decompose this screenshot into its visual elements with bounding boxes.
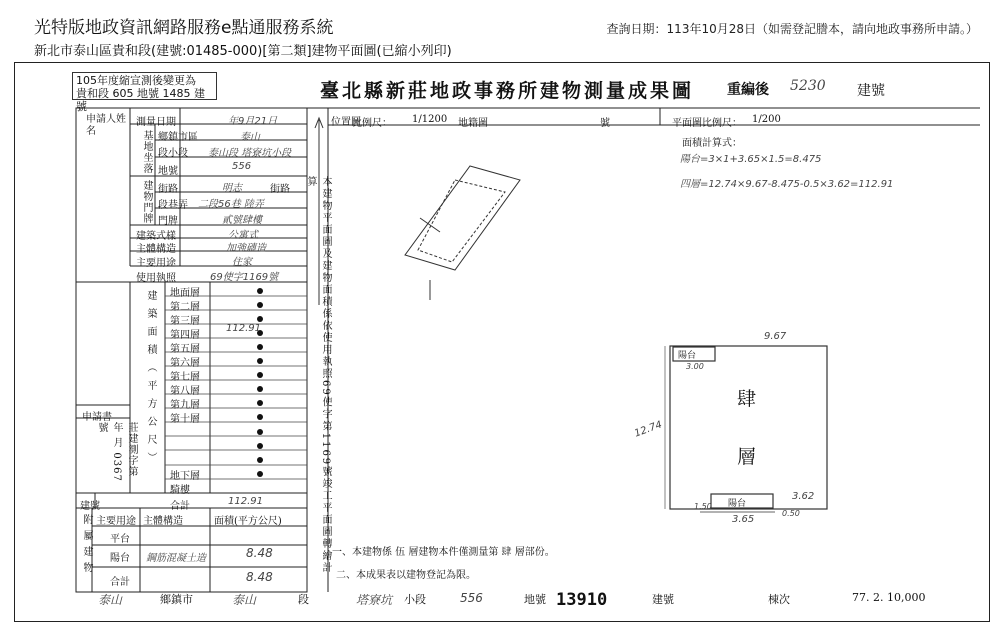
- footer-section-label: 段: [298, 593, 309, 606]
- floor-label: 第七層: [170, 372, 200, 384]
- floor-label: 第六層: [170, 358, 200, 370]
- lane-value: 二段56巷 陸弄: [198, 199, 264, 210]
- main-structure-label: 主體構造: [136, 244, 176, 255]
- survey-no: 莊建測字第 年 月 0367號: [96, 422, 137, 482]
- system-title: 光特版地政資訊網路服務e點通服務系統: [34, 18, 334, 38]
- document-subtitle: 新北市泰山區貴和段(建號:01485-000)[第二類]建物平面圖(已縮小列印): [34, 44, 452, 59]
- footer-batch-label: 棟次: [768, 593, 790, 606]
- position-label: 位置圖: [331, 117, 361, 128]
- section-value: 泰山段 塔寮坑小段: [208, 148, 292, 159]
- floor-dot: [257, 443, 263, 449]
- land-value: 556: [232, 161, 252, 172]
- section-label: 段小段: [158, 148, 188, 159]
- dim-small-2: 1.50: [694, 502, 712, 511]
- street-label: 街路: [158, 184, 178, 195]
- floor-dot: [257, 429, 263, 435]
- lane-label: 段巷弄: [158, 200, 188, 211]
- note-2: 二、本成果表以建物登記為限。: [336, 570, 476, 581]
- annex-balcony-struct: 鋼筋混凝土造: [146, 553, 206, 564]
- location-label: 基地坐落: [141, 130, 152, 174]
- total-label: 合計: [170, 501, 190, 512]
- floor-label: 第三層: [170, 316, 200, 328]
- stamp-line1: 105年度縮宣測後變更為: [76, 74, 196, 87]
- structure-type-value: 公寓式: [228, 230, 258, 241]
- town-value: 泰山: [240, 132, 260, 143]
- stamp-line2: 貴和段 605 地號 1485 建號: [76, 87, 205, 113]
- floor-label: 第九層: [170, 400, 200, 412]
- floor-label: 第八層: [170, 386, 200, 398]
- survey-date-value: 年9月21日: [228, 116, 278, 127]
- floor-label: 地面層: [170, 288, 200, 299]
- footer-subsection-label: 小段: [404, 593, 426, 606]
- annex-total: 8.48: [246, 570, 273, 584]
- floor-label: 第五層: [170, 344, 200, 356]
- door-label: 建物門牌: [141, 180, 152, 224]
- floor-label: 地下層: [170, 470, 200, 482]
- annex-row-platform: 平台: [110, 534, 130, 545]
- street-suffix: 街路: [270, 184, 290, 195]
- annex-row-balcony: 陽台: [110, 553, 130, 564]
- area-section-label: 建築面積（平方公尺）: [145, 290, 156, 470]
- town-label: 鄉鎮市區: [158, 132, 198, 143]
- footer-building-no: 13910: [556, 590, 608, 610]
- plan-scale-value: 1/200: [752, 114, 781, 125]
- dim-top: 9.67: [764, 331, 787, 342]
- survey-date-label: 測量日期: [136, 117, 176, 128]
- floor-label: 第二層: [170, 302, 200, 314]
- footer-subsection: 塔寮坑: [356, 593, 393, 607]
- dim-small-3: 0.50: [782, 509, 800, 518]
- footer-town-label: 鄉鎮市: [160, 593, 193, 606]
- main-use-value: 住家: [232, 257, 252, 268]
- cadastral-label: 地籍圖: [458, 118, 488, 129]
- main-use-label: 主要用途: [136, 258, 176, 269]
- annex-use-header: 主要用途: [96, 516, 136, 527]
- floor-dot: [257, 471, 263, 477]
- structure-type-label: 建築式樣: [136, 231, 176, 242]
- applicant-label: 申請人姓名: [86, 114, 126, 137]
- street-value: 明志: [222, 183, 242, 194]
- footer-land-label: 地號: [524, 593, 546, 606]
- annex-area-header: 面積(平方公尺): [214, 516, 282, 527]
- floor-dot: [257, 457, 263, 463]
- building-no-label: 建號: [857, 83, 885, 99]
- floor-char-2: 層: [737, 446, 757, 468]
- dim-small-1: 3.00: [686, 362, 704, 371]
- footer-building-label: 建號: [652, 593, 674, 606]
- renumber-value: 5230: [790, 78, 826, 94]
- floor-dot: [257, 288, 263, 294]
- number-value: 貳號肆樓: [222, 215, 262, 226]
- footer-date: 77. 2. 10,000: [852, 591, 926, 604]
- footer-land-no: 556: [460, 591, 483, 605]
- annex-row-total: 合計: [110, 577, 130, 588]
- land-label: 地號: [158, 166, 178, 177]
- number-label: 門牌: [158, 216, 178, 227]
- scale-value: 1/1200: [412, 114, 448, 125]
- license-value: 69使字1169號: [210, 272, 279, 283]
- footer-section: 泰山: [232, 593, 257, 607]
- area-calc-label: 面積計算式：: [682, 138, 742, 149]
- renumber-stamp: [72, 72, 217, 113]
- floor4-value: 112.91: [226, 323, 261, 334]
- calc-line2: 四層=12.74×9.67-8.475-0.5×3.62=112.91: [680, 179, 894, 190]
- annex-title: 附屬建物: [81, 514, 92, 578]
- floor-label: 騎樓: [170, 484, 190, 496]
- calc-line1: 陽台=3×1+3.65×1.5=8.475: [680, 154, 822, 165]
- plan-scale-label: 平面圖比例尺：: [672, 118, 742, 129]
- main-structure-value: 加強磚造: [226, 243, 266, 254]
- annex-balcony-area: 8.48: [246, 546, 273, 560]
- dim-left: 12.74: [632, 419, 664, 440]
- floor-dot: [257, 302, 263, 308]
- scale-label: 比例尺：: [352, 118, 392, 129]
- vertical-note: 本建物平面圖及建物面積係依使用執照69使字第1169號竣工平面圖轉繪計算: [305, 176, 331, 575]
- query-date: 查詢日期：113年10月28日（如需登記謄本，請向地政事務所申請。）: [606, 22, 978, 36]
- applicant-box-label: 申請書: [82, 412, 112, 423]
- dim-bottom-right: 3.62: [792, 491, 815, 502]
- renumber-label: 重編後: [727, 82, 769, 98]
- registry-label: 建號: [80, 501, 100, 512]
- total-value: 112.91: [228, 496, 263, 507]
- floor-label: 第十層: [170, 414, 200, 426]
- annex-struct-header: 主體構造: [143, 516, 183, 527]
- license-label: 使用執照: [136, 273, 176, 284]
- floor-label: 第四層: [170, 330, 200, 342]
- dim-bottom-left: 3.65: [732, 514, 755, 525]
- floor-char-1: 肆: [737, 388, 757, 410]
- footer-town: 泰山: [98, 593, 123, 607]
- balcony-bottom-label: 陽台: [728, 499, 747, 509]
- map-no-label: 號: [600, 118, 610, 129]
- note-1: 一、本建物係 伍 層建物本件僅測量第 肆 層部份。: [332, 547, 555, 558]
- balcony-top-label: 陽台: [678, 351, 697, 361]
- document-title: 臺北縣新莊地政事務所建物測量成果圖: [320, 80, 695, 102]
